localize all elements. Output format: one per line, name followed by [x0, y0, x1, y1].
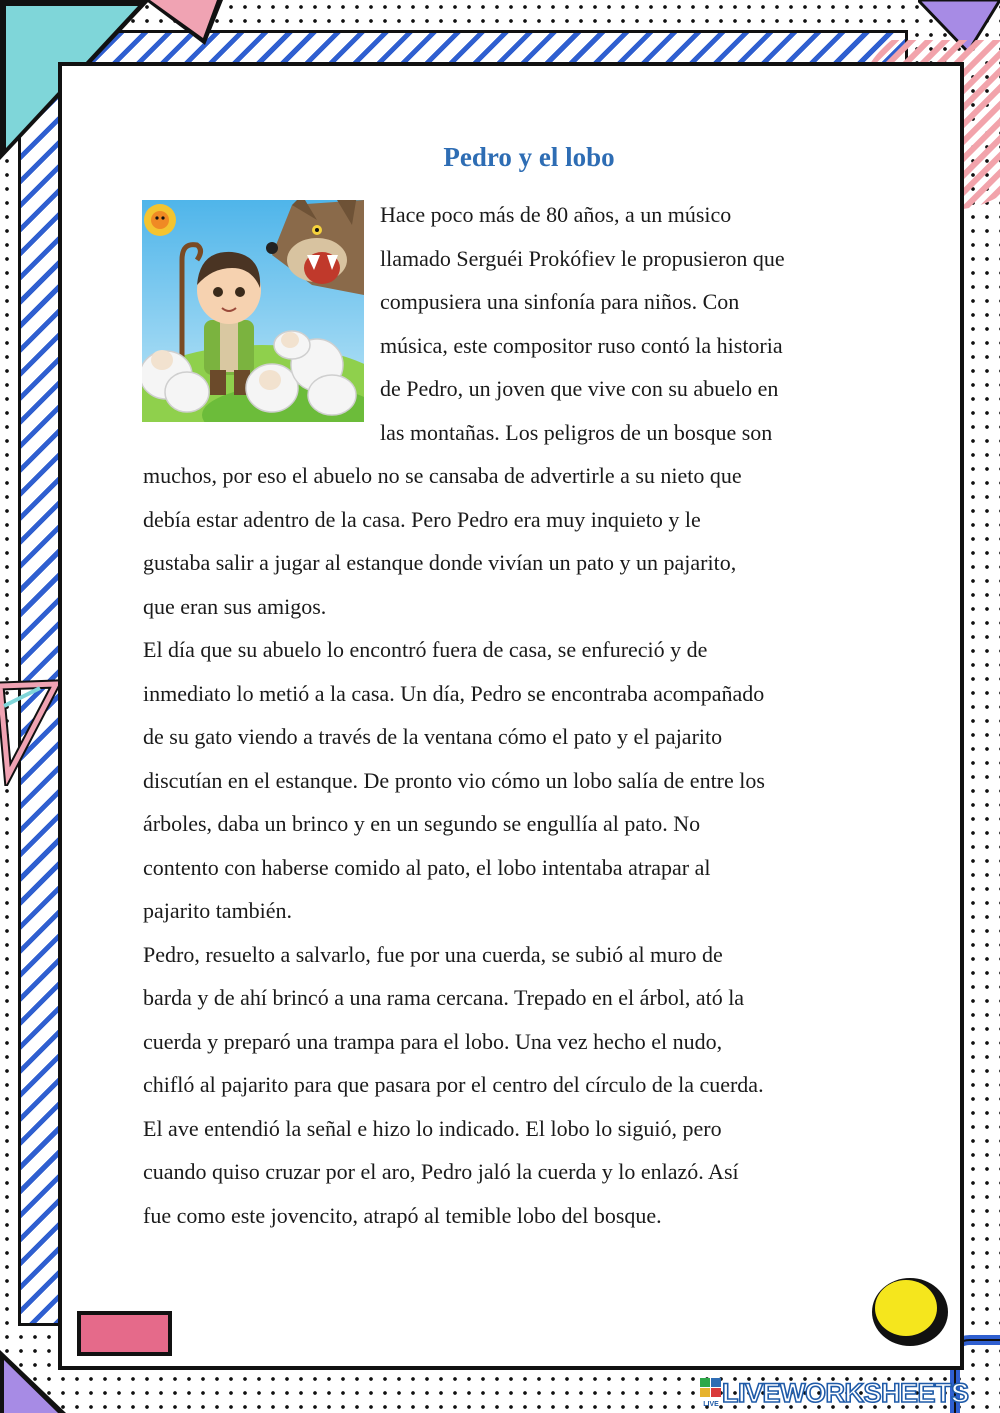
story-text-line: cuerda y preparó una trampa para el lobo. Una vez hecho el nudo,: [143, 1029, 723, 1054]
yellow-circle-decoration: [866, 1272, 950, 1348]
story-text-line: contento con haberse comido al pato, el lobo intentaba atrapar al: [143, 855, 711, 880]
story-text-line: barda y de ahí brincó a una rama cercana. Trepado en el árbol, ató la: [143, 985, 745, 1010]
story-text-line: gustaba salir a jugar al estanque donde vivían un pato y un pajarito,: [143, 550, 737, 575]
story-text-line: árboles, daba un brinco y en un segundo se engullía al pato. No: [143, 811, 701, 836]
story-text-line: El día que su abuelo lo encontró fuera de casa, se enfureció y de: [143, 637, 708, 662]
pink-rectangle-decoration: [76, 1310, 174, 1358]
story-text-line: Pedro, resuelto a salvarlo, fue por una cuerda, se subió al muro de: [143, 942, 723, 967]
story-text-line: que eran sus amigos.: [143, 594, 327, 619]
pedro-and-wolf-illustration: [142, 200, 364, 422]
story-text-line: pajarito también.: [143, 898, 293, 923]
pink-triangle-decoration: [145, 0, 225, 50]
story-text-line: El ave entendió la señal e hizo lo indicado. El lobo lo siguió, pero: [143, 1116, 722, 1141]
story-text-line: discutían en el estanque. De pronto vio cómo un lobo salía de entre los: [143, 768, 765, 793]
liveworksheets-logo-icon: [700, 1378, 722, 1408]
story-text-line: compusiera una sinfonía para niños. Con: [380, 289, 740, 314]
page-title: Pedro y el lobo: [443, 142, 615, 172]
story-text-line: chifló al pajarito para que pasara por el centro del círculo de la cuerda.: [143, 1072, 764, 1097]
sunflower-icon: [144, 204, 176, 236]
liveworksheets-watermark[interactable]: [700, 1376, 998, 1410]
story-text-line: cuando quiso cruzar por el aro, Pedro jaló la cuerda y lo enlazó. Así: [143, 1159, 739, 1184]
watermark-text: LIVEWORKSHEETS: [722, 1377, 969, 1408]
story-text-line: de su gato viendo a través de la ventana cómo el pato y el pajarito: [143, 724, 723, 749]
story-text-line: de Pedro, un joven que vive con su abuelo en: [380, 376, 779, 401]
story-text-line: inmediato lo metió a la casa. Un día, Pedro se encontraba acompañado: [143, 681, 765, 706]
story-text-line: música, este compositor ruso contó la historia: [380, 333, 783, 358]
logo-badge-text: LIVE: [703, 1401, 719, 1408]
story-text-line: debía estar adentro de la casa. Pero Pedro era muy inquieto y le: [143, 507, 701, 532]
story-text-line: Hace poco más de 80 años, a un músico: [380, 202, 732, 227]
story-text-line: muchos, por eso el abuelo no se cansaba de advertirle a su nieto que: [143, 463, 742, 488]
story-text-line: las montañas. Los peligros de un bosque son: [380, 420, 773, 445]
story-text-line: llamado Serguéi Prokófiev le propusieron que: [380, 246, 785, 271]
pink-triangle-outline-decoration: [0, 676, 62, 786]
story-text-line: fue como este jovencito, atrapó al temible lobo del bosque.: [143, 1203, 662, 1228]
